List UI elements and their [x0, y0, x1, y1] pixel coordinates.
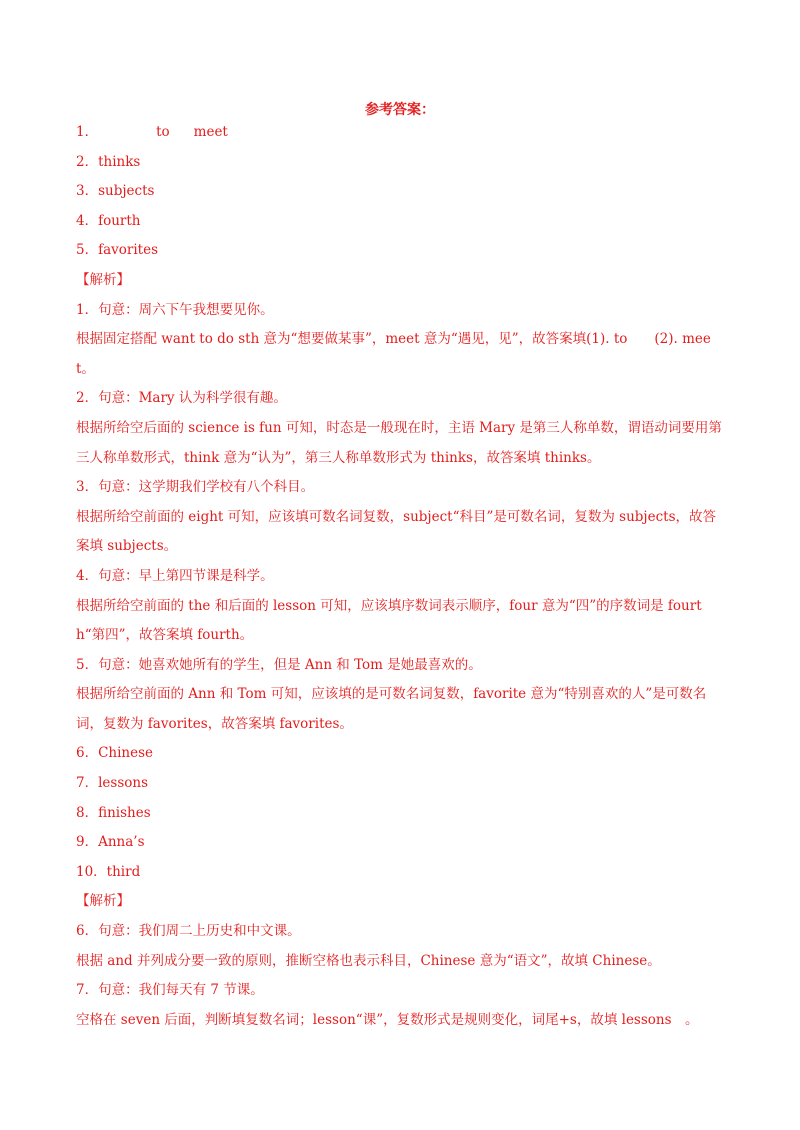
analysis-explanation-6: 根据 and 并列成分要一致的原则，推断空格也表示科目，Chinese 意为“语文”，故填 Chinese。 [76, 952, 661, 969]
answer-item-3 [76, 177, 726, 207]
answer-item-1 [76, 118, 726, 148]
analysis-explanation-5: 根据所给空前面的 Ann 和 Tom 可知，应该填的是可数名词复数，favorite 意为“特别喜欢的人”是可数名词，复数为 favorites，故答案填 favorites。 [76, 686, 707, 732]
answer-number: 4． [76, 212, 99, 229]
analysis-explanation-1: 根据固定搭配 want to do sth 意为“想要做某事”，meet 意为“遇见，见”，故答案填(1). to (2). meet。 [76, 331, 711, 377]
answer-number: 3． [76, 183, 99, 200]
answer-item-7: 7．lessons [76, 775, 149, 792]
answer-number: 5． [76, 242, 99, 259]
answer-part-meet: meet [193, 124, 228, 140]
analysis-explanation-3: 根据所给空前面的 eight 可知，应该填可数名词复数，subject“科目”是可数名词，复数为 subjects，故答案填 subjects。 [76, 508, 717, 555]
answer-text: thinks [98, 153, 141, 170]
answer-item-10: 10．third [76, 863, 141, 880]
answer-item-9: 9．Anna’s [76, 834, 145, 851]
answer-text: fourth [98, 212, 141, 229]
answer-number: 2． [76, 153, 99, 170]
answer-item-5 [76, 236, 726, 266]
analysis-explanation-2: 根据所给空后面的 science is fun 可知，时态是一般现在时，主语 Mary 是第三人称单数，谓语动词要用第三人称单数形式，think 意为“认为”，第三人称单数形式为 thinks，故答案填 thinks。 [76, 419, 722, 466]
analysis-meaning-2: 2．句意：Mary 认为科学很有趣。 [76, 390, 287, 407]
analysis-meaning-3: 3．句意：这学期我们学校有八个科目。 [76, 479, 315, 496]
analysis-meaning-7: 7．句意：我们每天有 7 节课。 [76, 982, 264, 999]
answer-text: favorites [98, 242, 159, 259]
page-title: 参考答案： [365, 102, 435, 118]
analysis-meaning-6: 6．句意：我们周二上历史和中文课。 [76, 923, 301, 940]
answer-item-2 [76, 148, 726, 178]
answer-text: subjects [98, 183, 155, 200]
answer-part-to: to [156, 124, 170, 140]
answer-item-6: 6．Chinese [76, 745, 154, 762]
analysis-meaning-1: 1．句意：周六下午我想要见你。 [76, 301, 274, 318]
analysis-meaning-4: 4．句意：早上第四节课是科学。 [76, 567, 274, 584]
analysis-explanation-4: 根据所给空前面的 the 和后面的 lesson 可知，应该填序数词表示顺序，four 意为“四”的序数词是 fourth“第四”，故答案填 fourth。 [76, 597, 702, 644]
answer-content [76, 118, 726, 1035]
answer-item-4 [76, 207, 726, 237]
answer-number: 1． [76, 124, 99, 140]
analysis-explanation-7: 空格在 seven 后面，判断填复数名词；lesson“课”，复数形式是规则变化，词尾+s，故填 lessons 。 [76, 1011, 699, 1028]
analysis-meaning-5: 5．句意：她喜欢她所有的学生，但是 Ann 和 Tom 是她最喜欢的。 [76, 656, 482, 673]
analysis-label: 【解析】 [76, 893, 130, 910]
analysis-label: 【解析】 [76, 271, 130, 288]
answer-item-8: 8．finishes [76, 804, 151, 821]
